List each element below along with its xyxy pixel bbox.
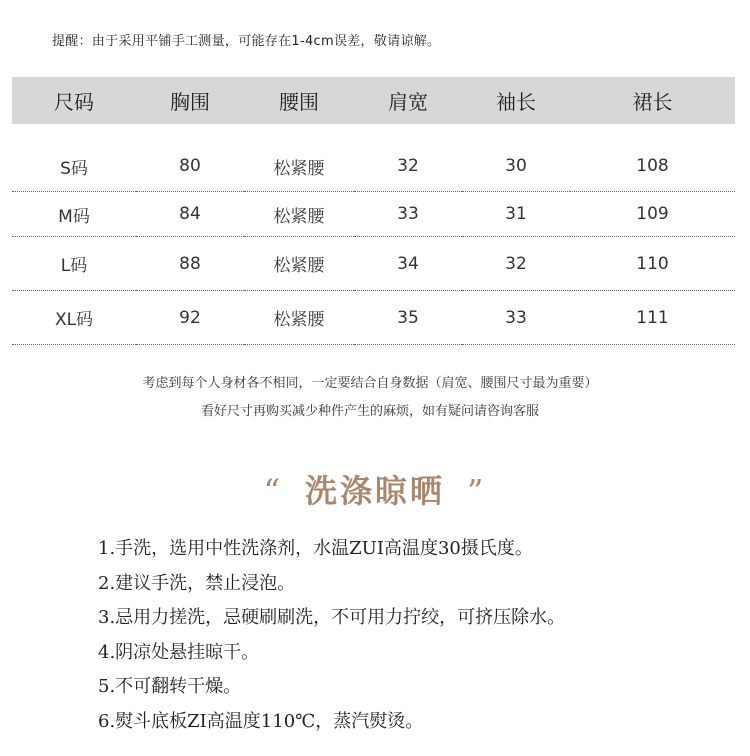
cell-sleeve: 33 xyxy=(462,291,570,345)
cell-shoulder: 32 xyxy=(354,124,462,192)
table-header-row xyxy=(12,77,735,124)
header-size: 尺码 xyxy=(12,77,136,124)
cell-bust: 92 xyxy=(136,291,244,345)
cell-bust: 80 xyxy=(136,124,244,192)
cell-waist: 松紧腰 xyxy=(244,291,354,345)
measurement-notice: 提醒：由于采用平铺手工测量，可能存在1-4cm误差，敬请谅解。 xyxy=(52,34,441,49)
close-quote-mark: ” xyxy=(467,472,487,510)
care-section-title xyxy=(0,466,750,512)
table-row xyxy=(12,124,735,192)
header-sleeve: 袖长 xyxy=(462,77,570,124)
cell-shoulder: 34 xyxy=(354,237,462,291)
cell-size: S码 xyxy=(12,124,136,192)
cell-bust: 84 xyxy=(136,192,244,237)
cell-waist: 松紧腰 xyxy=(244,192,354,237)
list-item: 4.阴凉处悬挂晾干。 xyxy=(98,641,260,663)
cell-waist: 松紧腰 xyxy=(244,124,354,192)
cell-sleeve: 32 xyxy=(462,237,570,291)
cell-skirt-length: 111 xyxy=(570,291,735,345)
service-tip: 看好尺寸再购买减少种件产生的麻烦，如有疑问请咨询客服 xyxy=(200,404,539,419)
list-item: 6.熨斗底板ZI高温度110℃，蒸汽熨烫。 xyxy=(98,710,424,732)
cell-shoulder: 35 xyxy=(354,291,462,345)
list-item: 2.建议手洗，禁止浸泡。 xyxy=(98,572,296,594)
open-quote-mark: “ xyxy=(263,472,283,510)
cell-skirt-length: 110 xyxy=(570,237,735,291)
list-item: 3.忌用力搓洗，忌硬刷刷洗，不可用力拧绞，可挤压除水。 xyxy=(98,607,566,628)
table-row xyxy=(12,291,735,345)
header-skirt-length: 裙长 xyxy=(570,77,735,124)
cell-skirt-length: 109 xyxy=(570,192,735,237)
cell-size: M码 xyxy=(12,192,136,237)
care-instructions-list xyxy=(98,536,565,743)
list-item: 1.手洗，选用中性洗涤剂，水温ZUI高温度30摄氏度。 xyxy=(98,538,533,559)
cell-shoulder: 33 xyxy=(354,192,462,237)
size-chart-table xyxy=(12,77,735,345)
cell-waist: 松紧腰 xyxy=(244,237,354,291)
cell-skirt-length: 108 xyxy=(570,124,735,192)
cell-size: XL码 xyxy=(12,291,136,345)
header-bust: 胸围 xyxy=(136,77,244,124)
cell-sleeve: 31 xyxy=(462,192,570,237)
cell-size: L码 xyxy=(12,237,136,291)
cell-bust: 88 xyxy=(136,237,244,291)
cell-sleeve: 30 xyxy=(462,124,570,192)
table-row xyxy=(12,237,735,291)
header-shoulder: 肩宽 xyxy=(354,77,462,124)
list-item: 5.不可翻转干燥。 xyxy=(98,676,242,697)
care-title-text: 洗涤晾晒 xyxy=(304,472,445,510)
fit-tip: 考虑到每个人身材各不相同，一定要结合自身数据（肩宽、腰围尺寸最为重要） xyxy=(142,376,598,391)
header-waist: 腰围 xyxy=(244,77,354,124)
table-row xyxy=(12,192,735,237)
